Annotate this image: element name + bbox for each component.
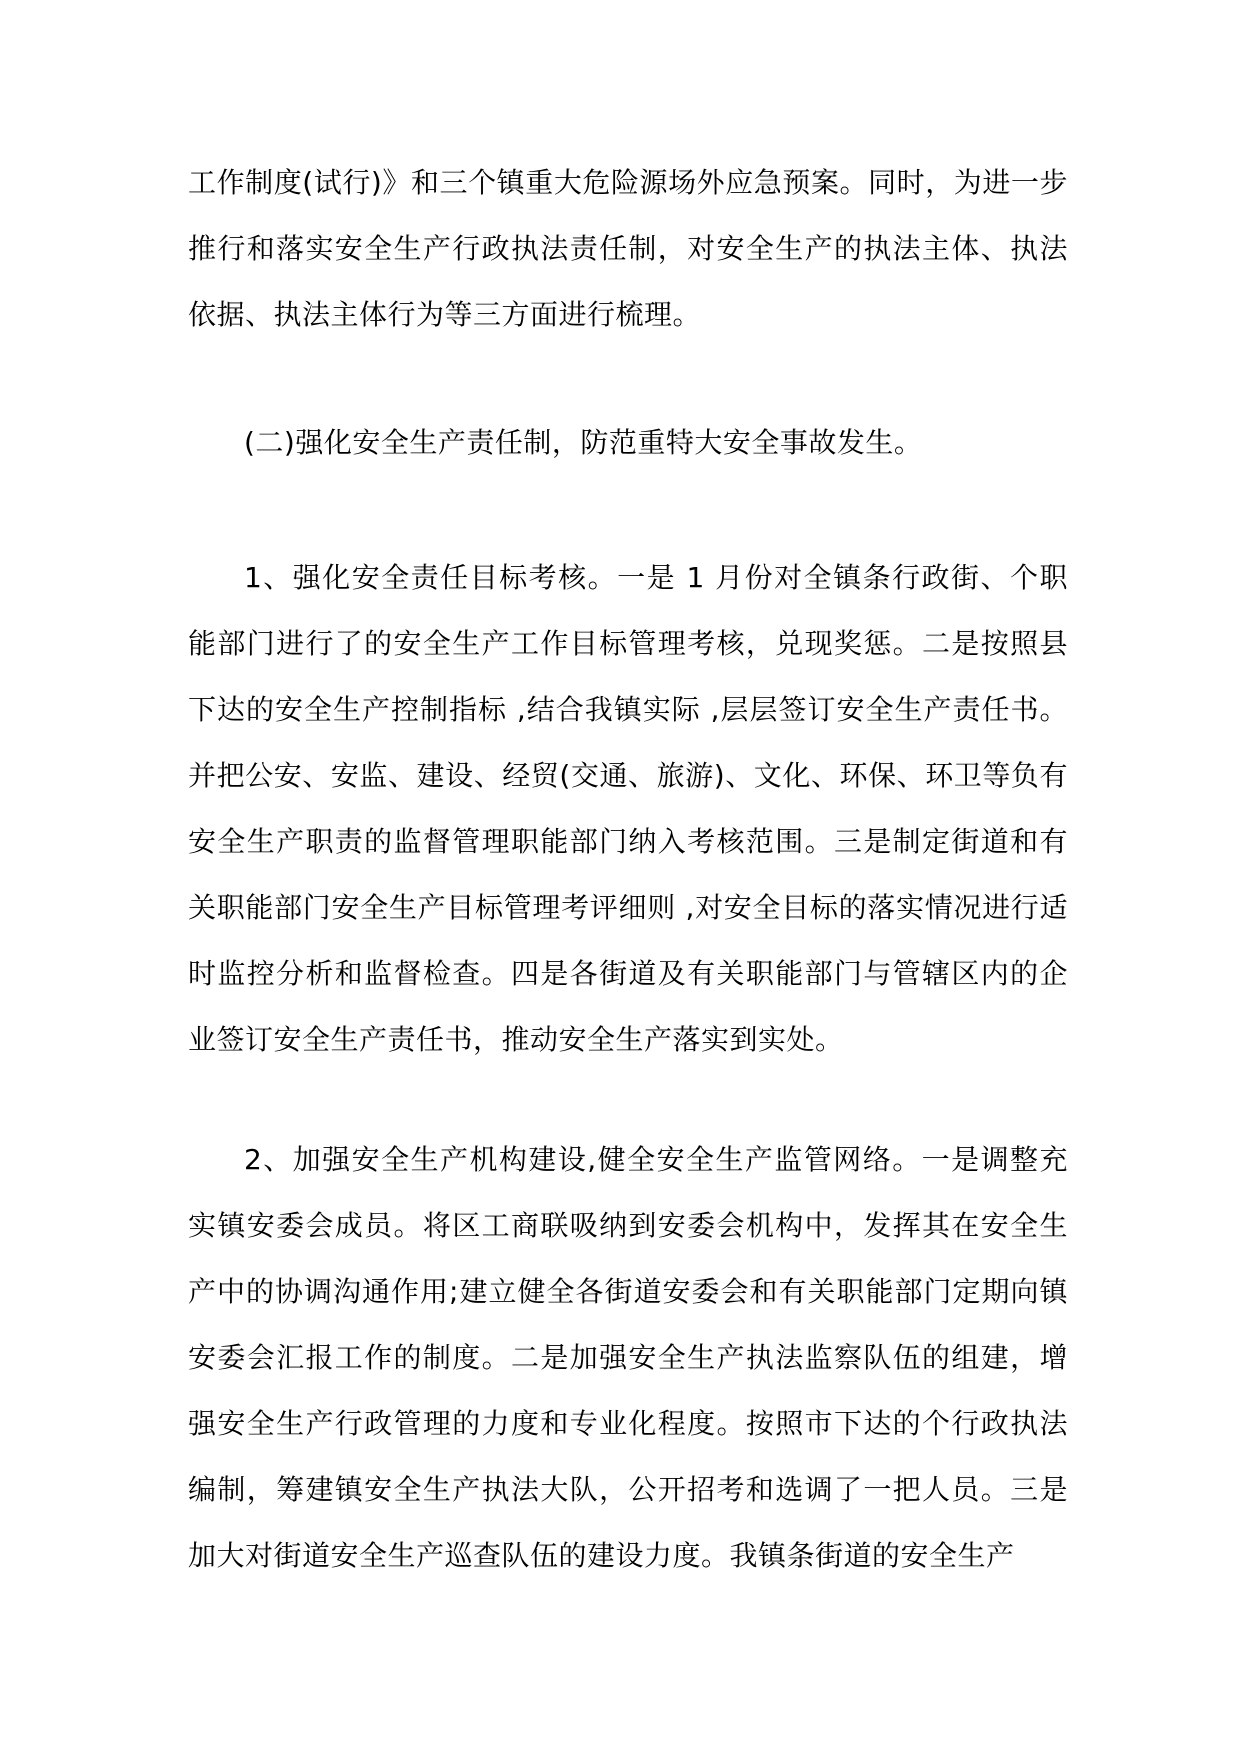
paragraph-item-1: 1、强化安全责任目标考核。一是 1 月份对全镇条行政街、个职能部门进行了的安全生产工作目标管理考核，兑现奖惩。二是按照县下达的安全生产控制指标 ,结合我镇实际 ,层层签订安全生产责任书。并把公安、安监、建设、经贸(交通、旅游)、文化、环保、环卫等负有安全生产职责的监督管理职能部门纳入考核范围。三是制定街道和有关职能部门安全生产目标管理考评细则 ,对安全目标的落实情况进行适时监控分析和监督检查。四是各街道及有关职能部门与管辖区内的企业签订安全生产责任书，推动安全生产落实到实处。 bbox=[188, 561, 1068, 1056]
paragraph-continuation: 工作制度(试行)》和三个镇重大危险源场外应急预案。同时，为进一步推行和落实安全生产行政执法责任制，对安全生产的执法主体、执法依据、执法主体行为等三方面进行梳理。 bbox=[188, 166, 1068, 331]
paragraph-item-2: 2、加强安全生产机构建设,健全安全生产监管网络。一是调整充实镇安委会成员。将区工商联吸纳到安委会机构中，发挥其在安全生产中的协调沟通作用;建立健全各街道安委会和有关职能部门定期向镇安委会汇报工作的制度。二是加强安全生产执法监察队伍的组建，增强安全生产行政管理的力度和专业化程度。按照市下达的个行政执法编制，筹建镇安全生产执法大队，公开招考和选调了一把人员。三是加大对街道安全生产巡查队伍的建设力度。我镇条街道的安全生产 bbox=[188, 1143, 1068, 1572]
section-heading-2: (二)强化安全生产责任制，防范重特大安全事故发生。 bbox=[244, 426, 923, 459]
